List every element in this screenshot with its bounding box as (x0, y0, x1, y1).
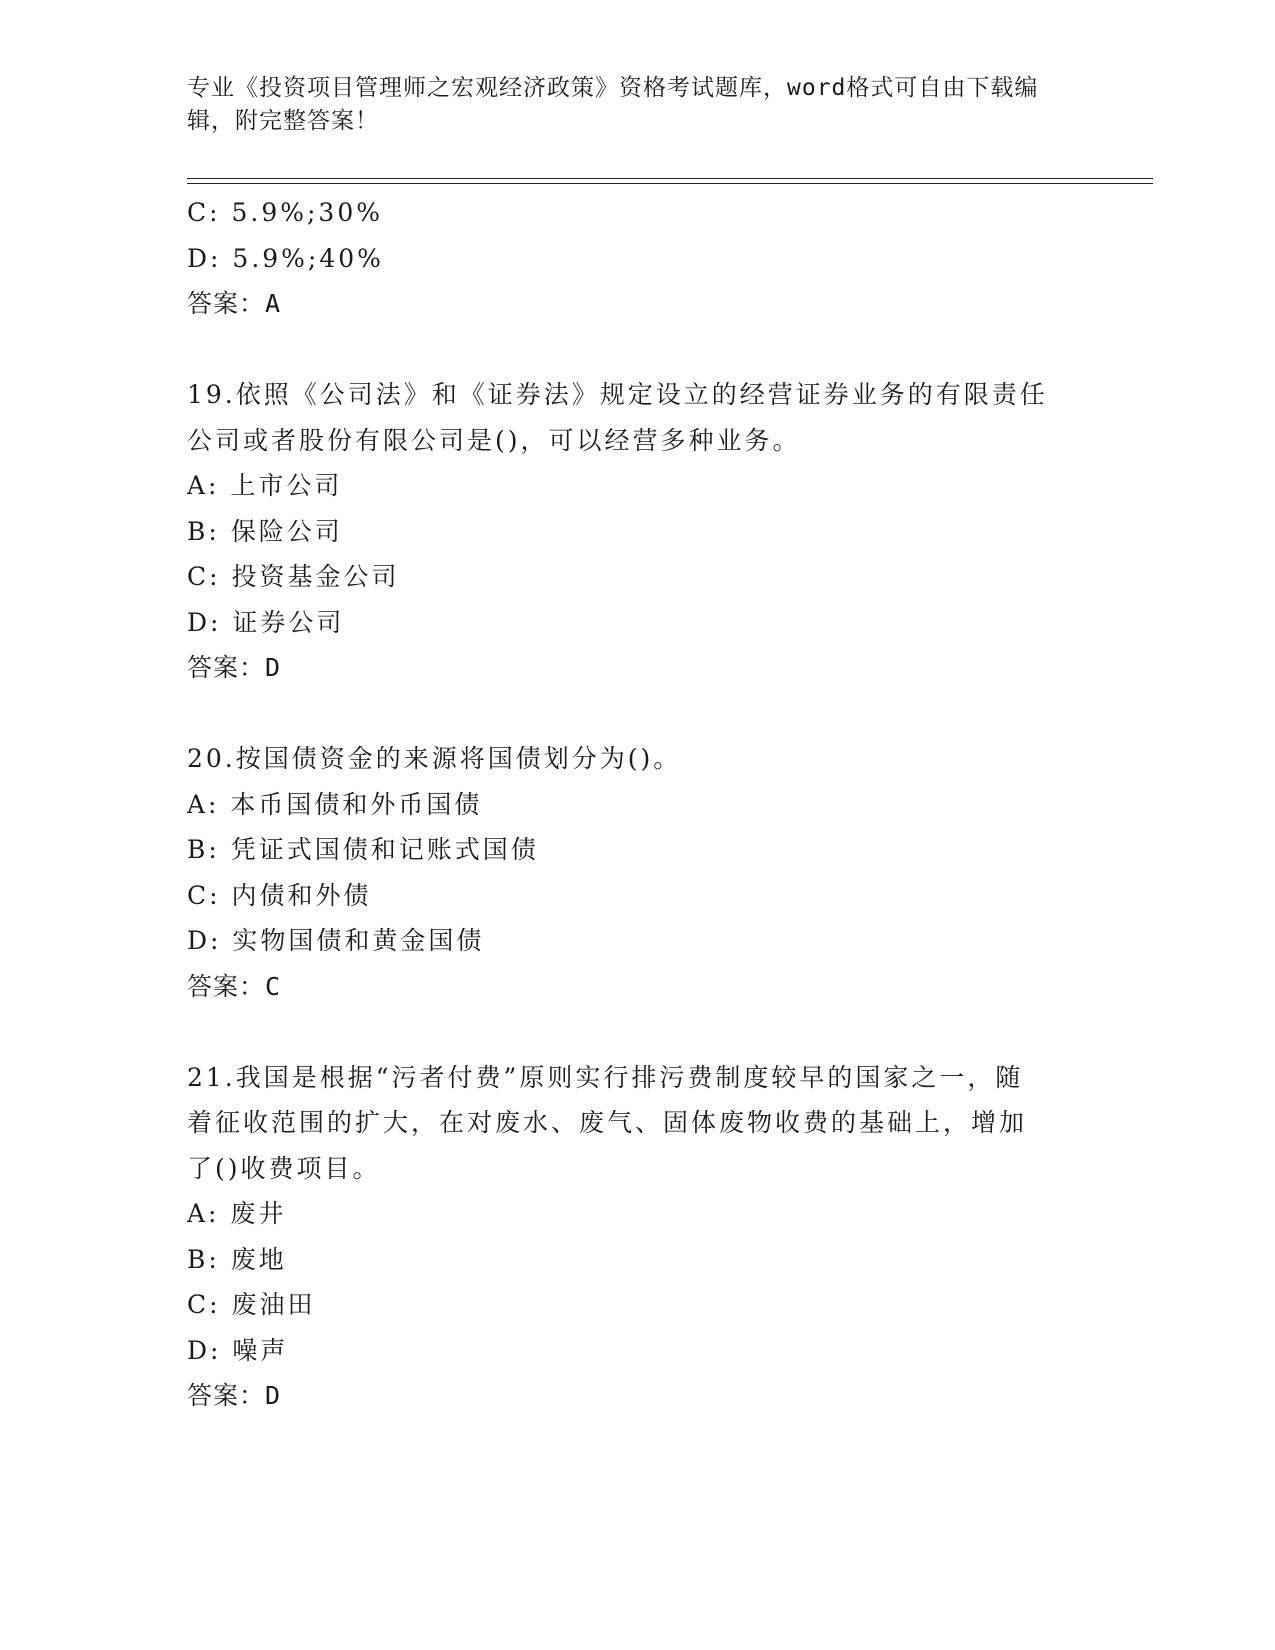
option-line: D: 5.9%;40% (187, 243, 384, 273)
question-text: 20.按国债资金的来源将国债划分为()。 (187, 744, 682, 773)
option-line: A: 废井 (187, 1199, 287, 1228)
option-line: C: 内债和外债 (187, 880, 372, 910)
spacer (187, 691, 1107, 737)
question-text: 21.我国是根据“污者付费”原则实行排污费制度较早的国家之一，随 (187, 1062, 1024, 1092)
option-line: D: 实物国债和黄金国债 (187, 926, 485, 955)
answer-line: 答案：D (187, 653, 282, 682)
question-block (187, 736, 1107, 1009)
answer-line: 答案：D (187, 1381, 282, 1410)
option-line: C: 废油田 (187, 1290, 316, 1319)
option-line: C: 投资基金公司 (187, 562, 400, 591)
header-rule-bottom (187, 183, 1153, 184)
option-line: B: 凭证式国债和记账式国债 (187, 835, 539, 864)
question-text: 公司或者股份有限公司是()，可以经营多种业务。 (187, 425, 801, 455)
question-text: 19.依照《公司法》和《证券法》规定设立的经营证券业务的有限责任 (187, 380, 1048, 409)
answer-line: 答案：C (187, 971, 282, 1001)
option-line: D: 噪声 (187, 1335, 289, 1365)
question-list (187, 190, 1107, 1419)
option-line: B: 废地 (187, 1244, 287, 1274)
option-line: A: 上市公司 (187, 471, 343, 500)
option-line: C: 5.9%;30% (187, 198, 384, 227)
spacer (187, 1009, 1107, 1055)
option-line: A: 本币国债和外币国债 (187, 789, 483, 819)
document-header: 专业《投资项目管理师之宏观经济政策》资格考试题库，word格式可自由下载编辑，附完整答案！ (187, 75, 1039, 134)
question-text: 了()收费项目。 (187, 1153, 381, 1183)
question-block (187, 372, 1107, 691)
option-line: D: 证券公司 (187, 607, 345, 637)
answer-line: 答案：A (187, 289, 282, 318)
question-block (187, 1055, 1107, 1419)
question-text: 着征收范围的扩大，在对废水、废气、固体废物收费的基础上，增加 (187, 1108, 1028, 1137)
option-line: B: 保险公司 (187, 516, 343, 546)
header-rule-top (187, 178, 1153, 179)
spacer (187, 327, 1107, 373)
carry-over-block (187, 190, 1107, 327)
